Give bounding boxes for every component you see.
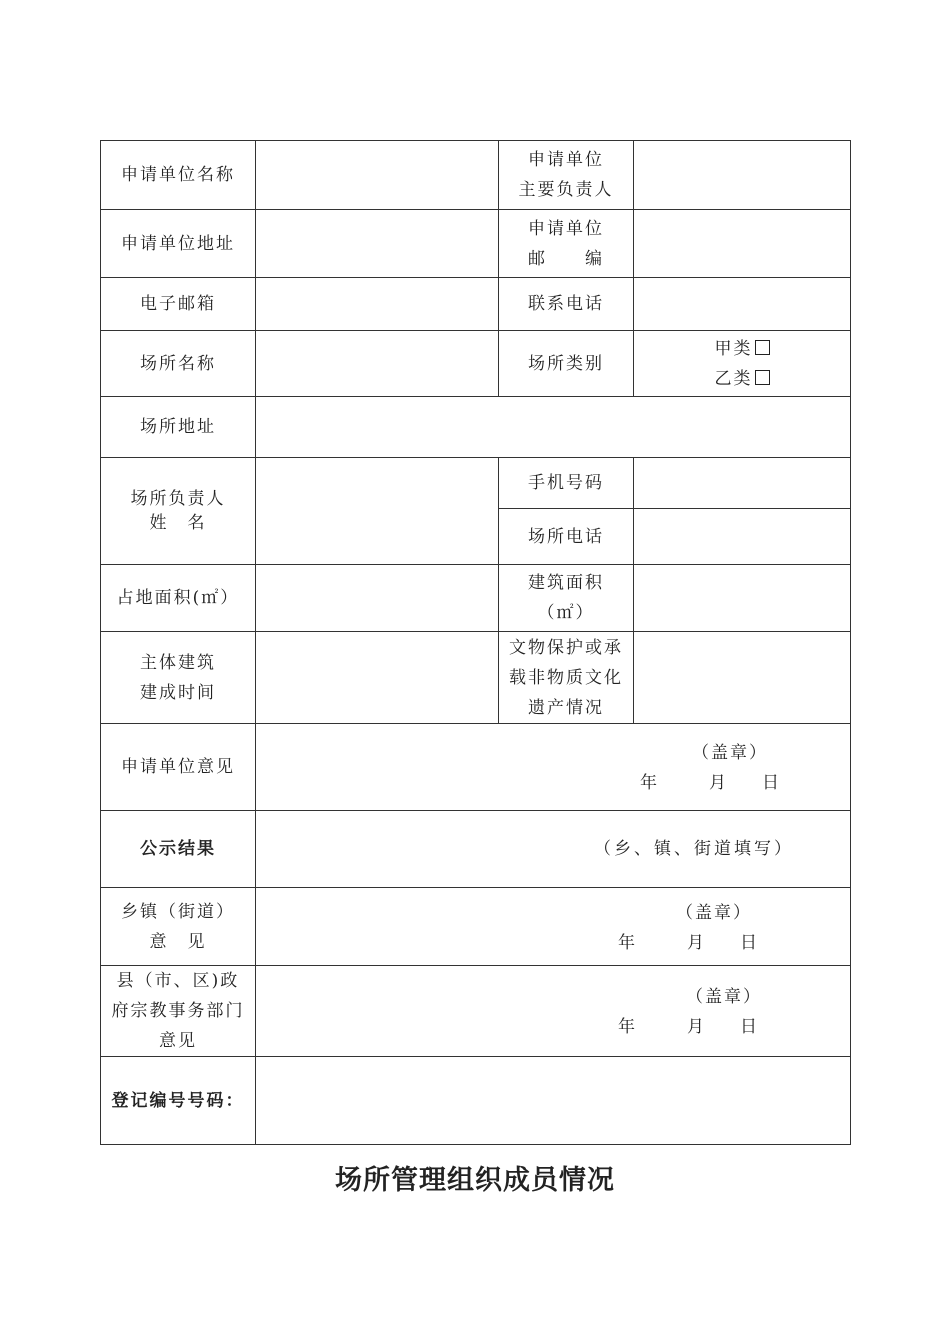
row-county-opinion — [101, 966, 851, 1057]
venue-name-label: 场所名称 — [101, 331, 256, 397]
township-opinion-field[interactable] — [256, 888, 851, 966]
seal-label: （盖章） — [692, 743, 768, 763]
applicant-name-field[interactable] — [256, 141, 499, 210]
seal-label: （盖章） — [686, 987, 762, 1007]
postcode-field[interactable] — [634, 210, 851, 278]
venue-address-label: 场所地址 — [101, 397, 256, 458]
date-line: 年 月 日 — [618, 1017, 759, 1037]
venue-head-field[interactable] — [256, 458, 499, 565]
row-township-opinion — [101, 888, 851, 966]
row-venue-name — [101, 331, 851, 397]
land-area-label: 占地面积(㎡） — [101, 565, 256, 632]
date-line: 年 月 日 — [618, 933, 759, 953]
email-label: 电子邮箱 — [101, 278, 256, 331]
category-a-checkbox[interactable] — [755, 340, 770, 355]
seal-label: （盖章） — [676, 903, 752, 923]
category-a-option[interactable]: 甲类 — [634, 334, 850, 364]
venue-address-field[interactable] — [256, 397, 851, 458]
row-applicant-opinion — [101, 724, 851, 811]
land-area-field[interactable] — [256, 565, 499, 632]
row-building-time — [101, 632, 851, 724]
registration-form-table — [100, 140, 851, 1145]
principal-field[interactable] — [634, 141, 851, 210]
applicant-opinion-field[interactable] — [256, 724, 851, 811]
county-seal-block — [618, 982, 762, 1042]
row-applicant-name — [101, 141, 851, 210]
main-building-label: 主体建筑 建成时间 — [101, 632, 256, 724]
reg-number-label: 登记编号号码： — [101, 1057, 256, 1145]
applicant-address-label: 申请单位地址 — [101, 210, 256, 278]
row-applicant-address — [101, 210, 851, 278]
main-building-field[interactable] — [256, 632, 499, 724]
applicant-address-field[interactable] — [256, 210, 499, 278]
mobile-field[interactable] — [634, 458, 851, 509]
county-opinion-field[interactable] — [256, 966, 851, 1057]
reg-number-field[interactable] — [256, 1057, 851, 1145]
phone-field[interactable] — [634, 278, 851, 331]
row-registration-number — [101, 1057, 851, 1145]
publicity-note: （乡、镇、街道填写） — [594, 839, 794, 859]
venue-name-field[interactable] — [256, 331, 499, 397]
mobile-label: 手机号码 — [499, 458, 634, 509]
postcode-label: 申请单位 邮 编 — [499, 210, 634, 278]
township-label: 乡镇（街道） 意 见 — [101, 888, 256, 966]
county-label: 县（市、区)政 府宗教事务部门 意见 — [101, 966, 256, 1057]
heritage-field[interactable] — [634, 632, 851, 724]
category-b-checkbox[interactable] — [755, 370, 770, 385]
publicity-label: 公示结果 — [101, 811, 256, 888]
applicant-opinion-label: 申请单位意见 — [101, 724, 256, 811]
row-publicity — [101, 811, 851, 888]
row-email — [101, 278, 851, 331]
principal-label: 申请单位 主要负责人 — [499, 141, 634, 210]
publicity-field[interactable] — [256, 811, 851, 888]
email-field[interactable] — [256, 278, 499, 331]
building-area-label: 建筑面积 （㎡） — [499, 565, 634, 632]
venue-category-options — [634, 331, 851, 397]
venue-phone-field[interactable] — [634, 509, 851, 565]
row-venue-head — [101, 458, 851, 509]
row-venue-address — [101, 397, 851, 458]
heritage-label: 文物保护或承 载非物质文化 遗产情况 — [499, 632, 634, 724]
category-b-option[interactable]: 乙类 — [634, 364, 850, 394]
date-line: 年 月 日 — [640, 773, 781, 793]
row-area — [101, 565, 851, 632]
building-area-field[interactable] — [634, 565, 851, 632]
venue-head-label: 场所负责人 姓 名 — [101, 458, 256, 565]
phone-label: 联系电话 — [499, 278, 634, 331]
township-seal-block — [618, 898, 759, 958]
venue-phone-label: 场所电话 — [499, 509, 634, 565]
venue-category-label: 场所类别 — [499, 331, 634, 397]
applicant-name-label: 申请单位名称 — [101, 141, 256, 210]
section-heading: 场所管理组织成员情况 — [335, 1165, 615, 1196]
applicant-seal-block — [640, 738, 781, 798]
